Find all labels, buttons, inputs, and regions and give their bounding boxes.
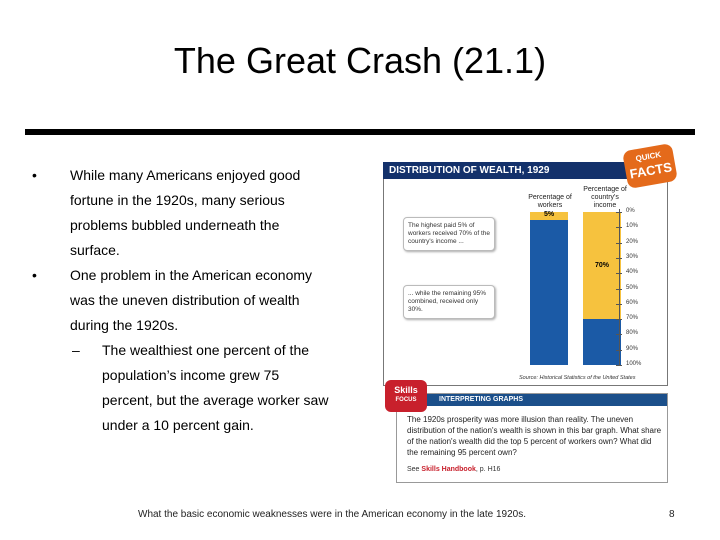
y-tick-mark: [616, 243, 622, 244]
y-tick-mark: [616, 212, 622, 213]
y-tick-label: 20%: [626, 238, 639, 245]
bar-workers-value-label: 5%: [543, 211, 555, 218]
skills-focus-box: [394, 385, 668, 483]
y-axis-line: [619, 209, 620, 366]
y-tick-mark: [616, 334, 622, 335]
bullet-item-2: [30, 263, 330, 338]
skills-badge-bottom: FOCUS: [395, 397, 417, 403]
col-label-workers: Percentage of workers: [528, 194, 572, 209]
skills-reference: [407, 466, 500, 473]
bullet-dot-icon: •: [32, 267, 37, 283]
skills-header-band: [397, 394, 667, 406]
bullet-list: [30, 163, 330, 438]
y-tick-mark: [616, 304, 622, 305]
bullet-text-2: One problem in the American economy was the uneven distribution of wealth during the 1920s.: [70, 267, 313, 333]
callout-bottom: ... while the remaining 95% combined, received only 30%.: [403, 285, 495, 319]
y-tick-label: 60%: [626, 299, 639, 306]
wealth-distribution-figure: [383, 147, 681, 483]
skills-header: INTERPRETING GRAPHS: [439, 396, 524, 403]
y-tick-label: 50%: [626, 284, 639, 291]
y-tick-label: 10%: [626, 223, 639, 230]
dash-icon: –: [72, 342, 80, 358]
bar-income-value-label: 70%: [594, 261, 609, 269]
bar-income-bottom-segment: [583, 319, 621, 365]
y-tick-label: 70%: [626, 315, 639, 322]
bullet-dot-icon: •: [32, 167, 37, 183]
slide-title: The Great Crash (21.1): [173, 40, 547, 81]
skills-see-prefix: See: [407, 466, 420, 473]
figure-header: DISTRIBUTION OF WEALTH, 1929: [383, 162, 629, 179]
sub-bullet-text: The wealthiest one percent of the population’s income grew 75 percent, but the average worker saw under a 10 percent gain.: [102, 342, 329, 433]
quick-facts-badge: [622, 143, 678, 189]
y-tick-mark: [616, 319, 622, 320]
y-tick-mark: [616, 365, 622, 366]
skills-question: The 1920s prosperity was more illusion than reality. The uneven distribution of the nation's wealth is shown in this bar graph. What share of the nation's wealth did the top 5 percent of workers own? What did the remaining 95 percent own?: [407, 415, 662, 457]
y-tick-label: 100%: [626, 361, 642, 367]
skills-handbook-link[interactable]: Skills Handbook: [421, 466, 476, 473]
y-tick-label: 90%: [626, 345, 639, 352]
y-tick-mark: [616, 273, 622, 274]
badge-facts: FACTS: [628, 159, 674, 182]
y-tick-label: 0%: [626, 208, 635, 214]
title-divider: [25, 129, 695, 135]
y-tick-label: 80%: [626, 330, 639, 337]
y-tick-mark: [616, 289, 622, 290]
sub-bullet-item: [30, 338, 330, 438]
bar-workers-bottom-segment: [530, 220, 568, 365]
col-label-income: Percentage of country's income: [583, 186, 627, 209]
source-note: Source: Historical Statistics of the United States: [519, 375, 636, 381]
skills-focus-badge: [385, 380, 427, 412]
bullet-text-1: While many Americans enjoyed good fortune in the 1920s, many serious problems bubbled underneath the surface.: [70, 167, 301, 258]
y-tick-mark: [616, 227, 622, 228]
y-tick-mark: [616, 258, 622, 259]
badge-quick: QUICK: [634, 149, 662, 164]
callout-top: The highest paid 5% of workers received 70% of the country's income ...: [403, 217, 495, 251]
y-tick-label: 30%: [626, 253, 639, 260]
y-tick-label: 40%: [626, 269, 639, 276]
slide-footer: What the basic economic weaknesses were in the American economy in the late 1920s.: [138, 509, 526, 520]
skills-see-suffix: , p. H16: [475, 466, 501, 473]
skills-badge-top: Skills: [394, 385, 418, 395]
bullet-item-1: [30, 163, 330, 263]
y-tick-mark: [616, 350, 622, 351]
page-number: 8: [669, 509, 675, 520]
